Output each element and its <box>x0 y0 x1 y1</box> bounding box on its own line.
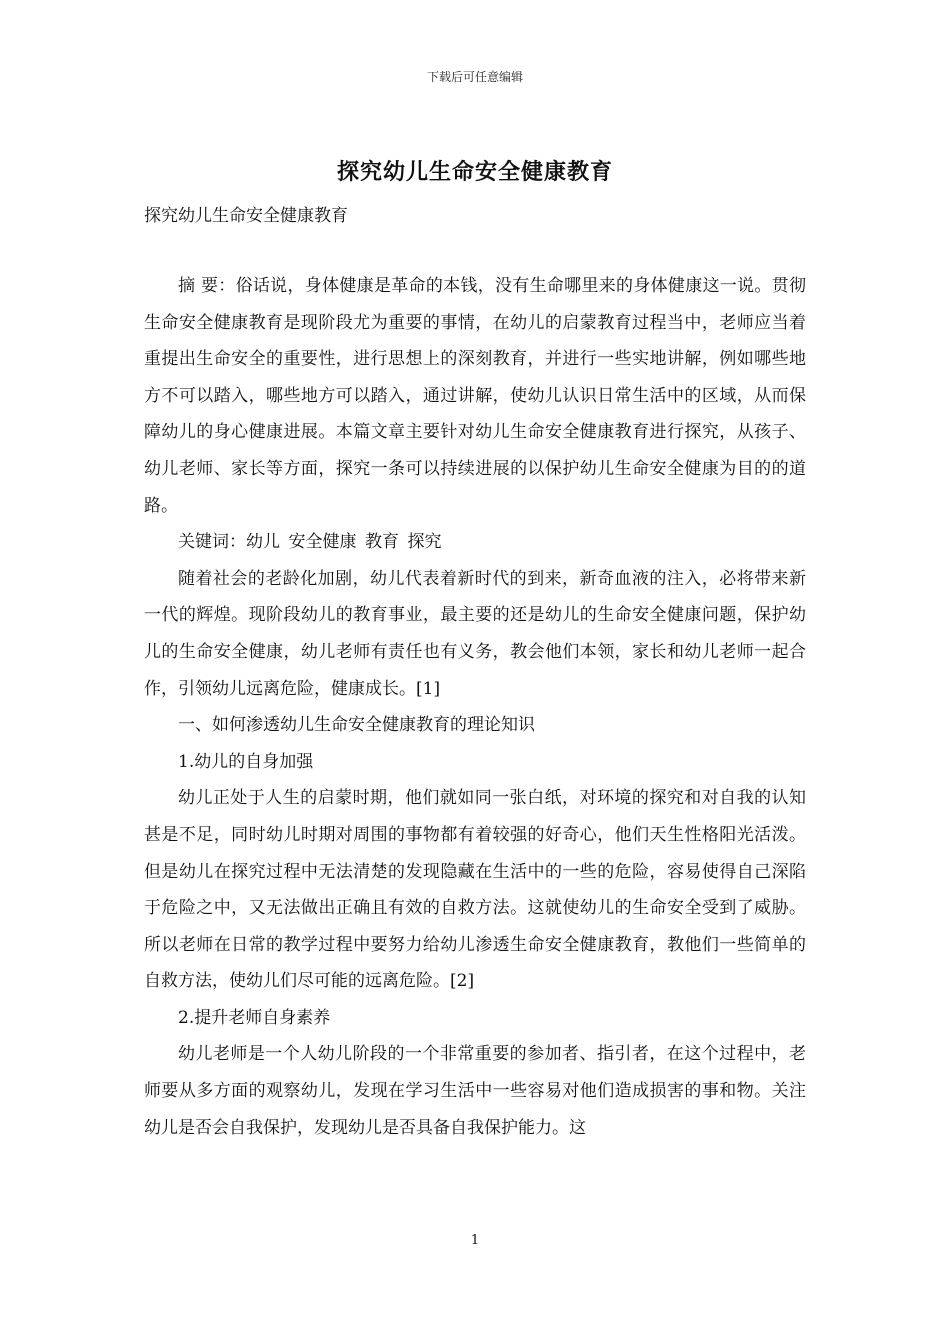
body-paragraph: 幼儿正处于人生的启蒙时期，他们就如同一张白纸，对环境的探究和对自我的认知甚是不足，同时幼儿时期对周围的事物都有着较强的好奇心，他们天生性格阳光活泼。但是幼儿在探究过程中无法清楚的发现隐藏在生活中的一些的危险，容易使得自己深陷于危险之中，又无法做出正确且有效的自救方法。这就使幼儿的生命安全受到了威胁。 所以老师在日常的教学过程中要努力给幼儿渗透生命安全健康教育，教他们一些简单的自救方法，使幼儿们尽可能的远离危险。[2] <box>144 788 806 992</box>
subsection-heading: 2.提升老师自身素养 <box>178 1007 331 1028</box>
page-number: 1 <box>470 1233 480 1248</box>
body-paragraph: 幼儿老师是一个人幼儿阶段的一个非常重要的参加者、指引者，在这个过程中，老师要从多方面的观察幼儿，发现在学习生活中一些容易对他们造成损害的事和物。关注幼儿是否会自我保护，发现幼儿是否具备自我保护能力。这 <box>144 1044 806 1138</box>
keyword: 幼儿 <box>246 532 280 553</box>
keyword: 教育 <box>365 532 399 553</box>
intro-paragraph: 随着社会的老龄化加剧，幼儿代表着新时代的到来，新奇血液的注入，必将带来新一代的辉煌。现阶段幼儿的教育事业，最主要的还是幼儿的生命安全健康问题，保护幼儿的生命安全健康，幼儿老师有责任也有义务，教会他们本领，家长和幼儿老师一起合作，引领幼儿远离危险，健康成长。[1] <box>144 568 806 699</box>
keywords-label: 关键词： <box>178 532 246 553</box>
section-heading: 一、如何渗透幼儿生命安全健康教育的理论知识 <box>178 715 535 736</box>
keywords-paragraph <box>144 524 806 561</box>
document-body <box>144 268 806 1146</box>
document-subtitle: 探究幼儿生命安全健康教育 <box>144 206 348 226</box>
document-title: 探究幼儿生命安全健康教育 <box>336 159 613 185</box>
keyword: 安全健康 <box>288 532 357 553</box>
keyword: 探究 <box>407 532 442 553</box>
subsection-heading: 1.幼儿的自身加强 <box>178 751 314 772</box>
abstract-paragraph: 摘 要：俗话说，身体健康是革命的本钱，没有生命哪里来的身体健康这一说。贯彻生命安全健康教育是现阶段尤为重要的事情，在幼儿的启蒙教育过程当中，老师应当着重提出生命安全的重要性，进行思想上的深刻教育，并进行一些实地讲解，例如哪些地方不可以踏入，哪些地方可以踏入，通过讲解，使幼儿认识日常生活中的区域，从而保障幼儿的身心健康进展。本篇文章主要针对幼儿生命安全健康教育进行探究，从孩子、幼儿老师、家长等方面，探究一条可以持续进展的以保护幼儿生命安全健康为目的的道路。 <box>144 276 806 516</box>
header-note: 下载后可任意编辑 <box>426 70 523 84</box>
